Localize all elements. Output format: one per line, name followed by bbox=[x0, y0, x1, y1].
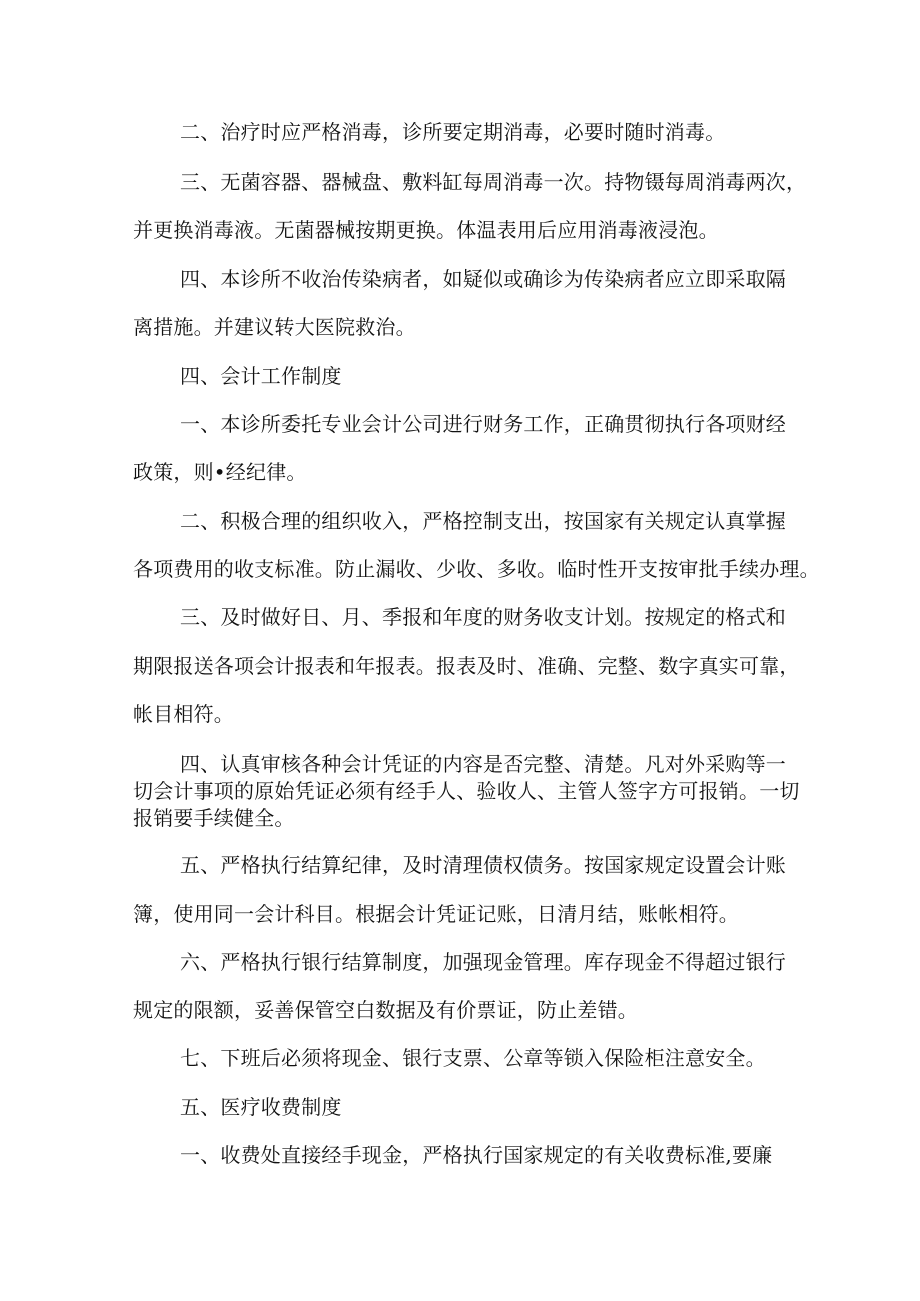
text-line: 六、严格执行银行结算制度，加强现金管理。库存现金不得超过银行 bbox=[180, 950, 786, 974]
section-heading: 五、医疗收费制度 bbox=[180, 1095, 342, 1119]
text-line: 离措施。并建议转大医院救治。 bbox=[133, 315, 416, 339]
section-heading: 四、会计工作制度 bbox=[180, 364, 342, 388]
text-line: 簿，使用同一会计科目。根据会计凭证记账，日清月结，账帐相符。 bbox=[133, 902, 739, 926]
text-line: 四、本诊所不收治传染病者，如疑似或确诊为传染病者应立即采取隔 bbox=[180, 267, 786, 291]
text-line: 切会计事项的原始凭证必须有经手人、验收人、主管人签字方可报销。一切 bbox=[133, 779, 800, 803]
text-line: 一、收费处直接经手现金，严格执行国家规定的有关收费标准,要廉 bbox=[180, 1143, 773, 1167]
text-line: 二、治疗时应严格消毒，诊所要定期消毒，必要时随时消毒。 bbox=[180, 120, 726, 144]
text-line: 二、积极合理的组织收入，严格控制支出，按国家有关规定认真掌握 bbox=[180, 509, 786, 533]
text-line: 并更换消毒液。无菌器械按期更换。体温表用后应用消毒液浸泡。 bbox=[133, 218, 719, 242]
text-line: 五、严格执行结算纪律，及时清理债权债务。按国家规定设置会计账 bbox=[180, 853, 786, 877]
text-line: 帐目相符。 bbox=[133, 702, 234, 726]
text-line: 一、本诊所委托专业会计公司进行财务工作，正确贯彻执行各项财经 bbox=[180, 412, 786, 436]
text-line: 各项费用的收支标准。防止漏收、少收、多收。临时性开支按审批手续办理。 bbox=[133, 557, 820, 581]
text-line: 七、下班后必须将现金、银行支票、公章等锁入保险柜注意安全。 bbox=[180, 1046, 766, 1070]
text-line: 三、及时做好日、月、季报和年度的财务收支计划。按规定的格式和 bbox=[180, 605, 786, 629]
text-line: 报销要手续健全。 bbox=[133, 806, 295, 830]
text-line: 政策，则•经纪律。 bbox=[133, 460, 307, 484]
text-line: 三、无菌容器、器械盘、敷料缸每周消毒一次。持物镊每周消毒两次， bbox=[180, 170, 807, 194]
text-line: 期限报送各项会计报表和年报表。报表及时、准确、完整、数字真实可靠， bbox=[133, 654, 800, 678]
text-line: 四、认真审核各种会计凭证的内容是否完整、清楚。凡对外采购等一 bbox=[180, 752, 786, 776]
text-line: 规定的限额，妥善保管空白数据及有价票证，防止差错。 bbox=[133, 998, 638, 1022]
